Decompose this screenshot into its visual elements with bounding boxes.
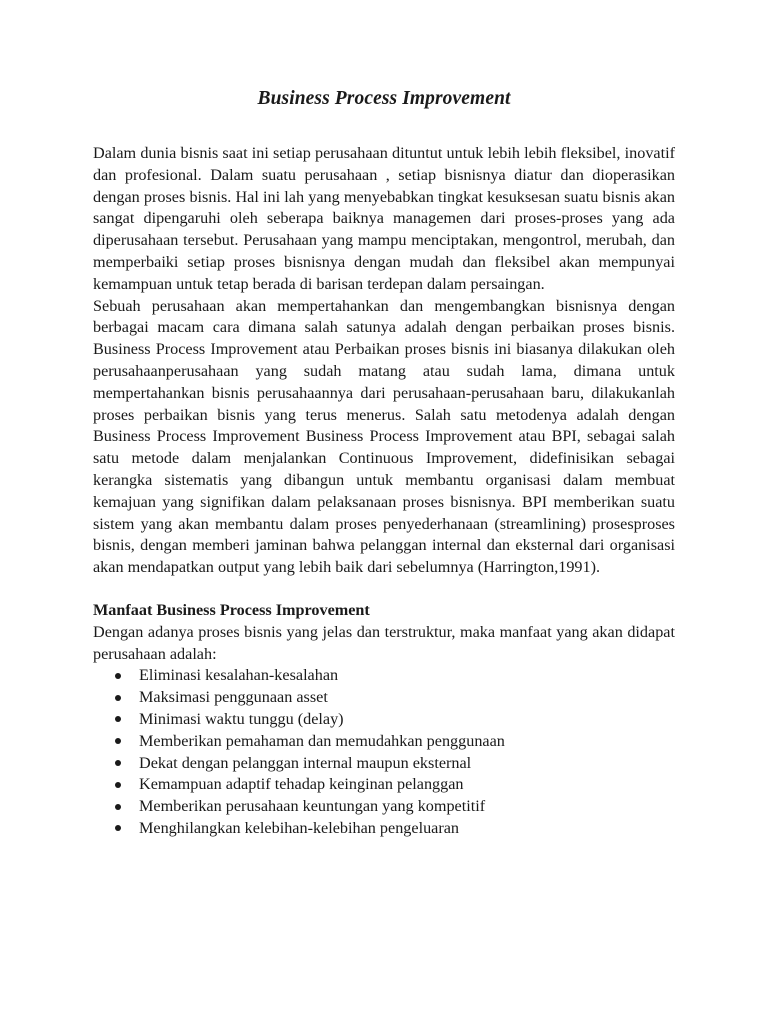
list-item [115, 774, 675, 796]
list-item [115, 731, 675, 753]
document-page [93, 88, 675, 840]
list-item-text: Minimasi waktu tunggu (delay) [139, 709, 344, 728]
bullet-icon [115, 673, 121, 679]
bullet-icon [115, 695, 121, 701]
bullet-icon [115, 782, 121, 788]
bullet-icon [115, 760, 121, 766]
list-item-text: Kemampuan adaptif tehadap keinginan pelanggan [139, 775, 464, 794]
benefits-intro: Dengan adanya proses bisnis yang jelas dan terstruktur, maka manfaat yang akan didapat perusahaan adalah: [93, 622, 675, 663]
list-item [115, 796, 675, 818]
benefits-heading: Manfaat Business Process Improvement [93, 600, 370, 619]
bullet-icon [115, 804, 121, 810]
list-item-text: Dekat dengan pelanggan internal maupun eksternal [139, 753, 472, 772]
paragraph-intro: Dalam dunia bisnis saat ini setiap perusahaan dituntut untuk lebih lebih fleksibel, inovatif dan profesional. Dalam suatu perusahaan , setiap bisnisnya diatur dan dioperasikan dengan proses bisnis. Hal ini lah yang menyebabkan tingkat kesuksesan suatu bisnis akan sangat dipengaruhi oleh seberapa baiknya managemen dari proses-proses yang ada diperusahaan tersebut. Perusahaan yang mampu menciptakan, mengontrol, merubah, dan memperbaiki setiap proses bisnisnya dengan mudah dan fleksibel akan mempunyai kemampuan untuk tetap berada di barisan terdepan dalam persaingan. [93, 144, 675, 293]
list-item [115, 753, 675, 775]
bullet-icon [115, 825, 121, 831]
document-title: Business Process Improvement [257, 88, 511, 109]
paragraph-bpi: Sebuah perusahaan akan mempertahankan dan mengembangkan bisnisnya dengan berbagai macam cara dimana salah satunya adalah dengan perbaikan proses bisnis. Business Process Improvement atau Perbaikan proses bisnis ini biasanya dilakukan oleh perusahaanperusahaan yang sudah matang atau sudah lama, dimana untuk mempertahankan bisnis perusahaannya dari perusahaan-perusahaan baru, dilakukanlah proses perbaikan bisnis yang terus menerus. Salah satu metodenya adalah dengan Business Process Improvement Business Process Improvement atau BPI, sebagai salah satu metode dalam menjalankan Continuous Improvement, didefinisikan sebagai kerangka sistematis yang dibangun untuk membantu organisasi dalam membuat kemajuan yang signifikan dalam pelaksanaan proses bisnisnya. BPI memberikan suatu sistem yang akan membantu dalam proses penyederhanaan (streamlining) prosesproses bisnis, dengan memberi jaminan bahwa pelanggan internal dan eksternal dari organisasi akan mendapatkan output yang lebih baik dari sebelumnya (Harrington,1991). [93, 296, 675, 577]
section-spacer [93, 579, 675, 600]
list-item [115, 709, 675, 731]
bullet-icon [115, 716, 121, 722]
bullet-icon [115, 738, 121, 744]
list-item [115, 687, 675, 709]
list-item-text: Menghilangkan kelebihan-kelebihan pengeluaran [139, 818, 460, 837]
list-item [115, 818, 675, 840]
list-item-text: Memberikan pemahaman dan memudahkan penggunaan [139, 731, 505, 750]
benefits-list [93, 665, 675, 839]
list-item-text: Memberikan perusahaan keuntungan yang kompetitif [139, 797, 486, 816]
list-item [115, 665, 675, 687]
list-item-text: Eliminasi kesalahan-kesalahan [139, 666, 339, 685]
list-item-text: Maksimasi penggunaan asset [139, 688, 328, 707]
